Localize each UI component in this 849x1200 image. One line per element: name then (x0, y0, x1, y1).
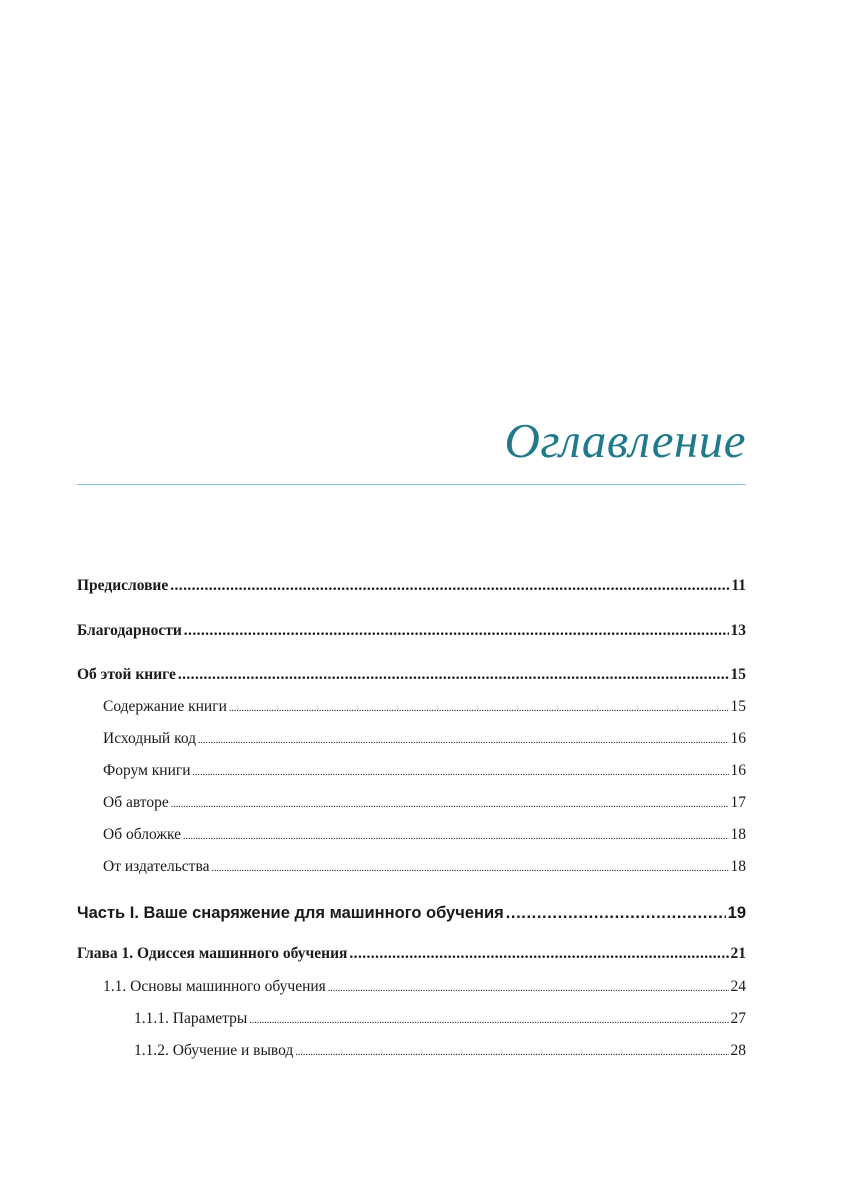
toc-entry-about-book[interactable] (77, 666, 746, 684)
toc-entry-label: Об авторе (103, 794, 169, 811)
dot-leader (184, 622, 729, 640)
toc-entry-label: Благодарности (77, 622, 182, 639)
toc-entry-part-1[interactable] (77, 904, 746, 923)
toc-page-number: 15 (730, 698, 746, 715)
dot-leader (193, 767, 729, 778)
toc-entry-label: 1.1.1. Параметры (134, 1010, 248, 1027)
toc-page-number: 18 (730, 826, 746, 843)
dot-leader (328, 983, 729, 994)
toc-entry-label: Об обложке (103, 826, 182, 843)
toc-entry-section-1-1-2[interactable] (134, 1042, 746, 1060)
toc-entry-chapter-1[interactable] (77, 945, 746, 963)
toc-entry-label: 1.1.2. Обучение и вывод (134, 1042, 294, 1059)
toc-entry-section-1-1[interactable] (103, 978, 746, 996)
toc-entry-from-publisher[interactable] (103, 858, 746, 876)
toc-page-number: 11 (731, 577, 746, 594)
toc-entry-label: Содержание книги (103, 698, 227, 715)
dot-leader (506, 904, 726, 923)
toc-entry-about-author[interactable] (103, 794, 746, 812)
page-title: Оглавление (504, 413, 746, 468)
toc-entry-label: Форум книги (103, 762, 191, 779)
toc-page-number: 21 (730, 945, 746, 962)
toc-entry-label: 1.1. Основы машинного обучения (103, 978, 326, 995)
toc-page-number: 24 (730, 978, 746, 995)
dot-leader (183, 831, 728, 842)
dot-leader (229, 703, 729, 714)
toc-entry-label: Исходный код (103, 730, 197, 747)
dot-leader (211, 863, 728, 874)
toc-page-number: 16 (730, 730, 746, 747)
toc-entry-label: Предисловие (77, 577, 169, 594)
toc-entry-source-code[interactable] (103, 730, 746, 748)
toc-entry-label: Часть I. Ваше снаряжение для машинного обучения (77, 904, 504, 922)
dot-leader (295, 1047, 728, 1058)
toc-entry-label: Глава 1. Одиссея машинного обучения (77, 945, 348, 962)
toc-entry-section-1-1-1[interactable] (134, 1010, 746, 1028)
toc-page-number: 13 (730, 622, 746, 639)
toc-entry-about-cover[interactable] (103, 826, 746, 844)
dot-leader (171, 799, 729, 810)
dot-leader (349, 945, 728, 963)
toc-page-number: 28 (730, 1042, 746, 1059)
toc-entry-label: Об этой книге (77, 666, 176, 683)
toc-page-number: 15 (730, 666, 746, 683)
toc-page-number: 18 (730, 858, 746, 875)
dot-leader (198, 735, 728, 746)
toc-page-number: 17 (730, 794, 746, 811)
toc-page-number: 27 (730, 1010, 746, 1027)
dot-leader (249, 1015, 728, 1026)
toc-entry-book-contents[interactable] (103, 698, 746, 716)
toc-entry-book-forum[interactable] (103, 762, 746, 780)
toc-page-number: 16 (730, 762, 746, 779)
toc-entry-label: От издательства (103, 858, 210, 875)
toc-page-number: 19 (727, 904, 746, 922)
toc-entry-preface[interactable] (77, 577, 746, 595)
toc-entry-acknowledgements[interactable] (77, 622, 746, 640)
dot-leader (178, 666, 729, 684)
dot-leader (170, 577, 729, 595)
